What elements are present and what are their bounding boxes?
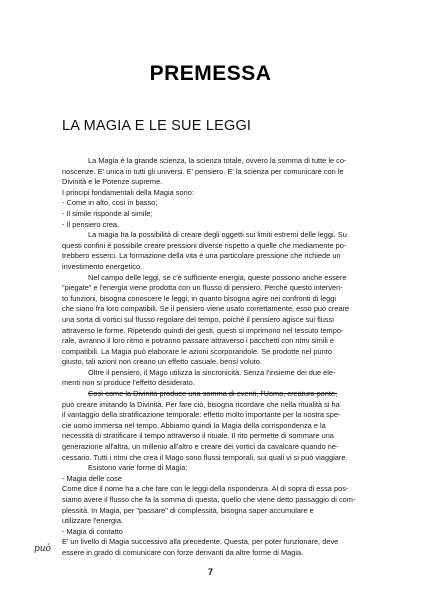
text-line: - Il simile risponde al simile;	[62, 208, 153, 218]
text-line: essere in grado di comunicare con forze derivanti da altre forme di Magia.	[62, 547, 304, 557]
text-line: La Magia è la grande scienza, la scienza totale, ovvero la somma di tutte le co-	[88, 156, 347, 165]
text-line: cessario. Tutti i ritmi che crea il Mago sono flussi temporali, sui quali vi si può viaggiare.	[62, 452, 348, 462]
text-line: to funzioni, bisogna conoscere le leggi, in quanto bisogna agire nei confronti di leggi	[62, 293, 337, 303]
text-line: noscenze. E' unica in tutti gli universi. E' pensiero. E' la scienza per comunicare con le	[62, 166, 344, 176]
text-line: il vantaggio della stratificazione temporale: effetto molto importante per la nostra spe-	[62, 410, 341, 420]
text-line: - Magia delle cose	[62, 473, 122, 483]
text-line: Come dice il nome ha a che fare con le leggi della rispondenza. Al di sopra di essa pos-	[62, 484, 349, 494]
text-line: una sorta di vortici sul flusso regolare del tempo, poiché il pensiero agisce sui flussi	[62, 314, 334, 324]
text-line: - Come in alto, così in basso;	[62, 198, 158, 208]
text-line: Divinità e le Potenze supreme.	[62, 177, 163, 187]
text-line: che siano fra loro compatibili. Se il pensiero viene usato correttamente, esso può creare	[62, 304, 350, 314]
text-line: generazione all'altra, un millenio all'altro e creare dei vortici da cavalcare quando ne-	[62, 442, 339, 452]
text-line: plessità. In Magia, per "passare" di complessità, bisogna saper accumulare e	[62, 505, 314, 515]
text-line: può creare imitando la Divinità. Per fare ciò, bisogna ricordare che nella ritualità si ha	[62, 399, 340, 409]
text-line: cie uomo immersa nel tempo. Abbiamo quindi la Magia della corrispondenza e la	[62, 420, 326, 430]
text-line: compatibili. La Magia può elaborare le azioni scorporandole. Se prodotte nel punto	[62, 346, 332, 356]
handwritten-margin-note: può	[34, 544, 51, 554]
text-line: Esistono varie forme di Magia:	[88, 463, 188, 473]
text-line: "piegate" e l'energia viene prodotta con un flusso di pensiero. Perché questo interven-	[62, 283, 343, 293]
text-line: siamo avere il flusso che fa la somma di questa, quello che viene detto passaggio di com-	[62, 495, 356, 504]
section-title: LA MAGIA E LE SUE LEGGI	[62, 118, 252, 134]
page-number: 7	[207, 567, 213, 577]
text-line: Nel campo delle leggi, se c'è sufficiente energia, queste possono anche essere	[88, 272, 347, 282]
text-line: questi confini è possibile creare pressioni diverse rispetto a quelle che mediamente po-	[62, 240, 347, 250]
text-line: La magia ha la possibilità di creare degli oggetti sui limiti estremi delle leggi. Su	[88, 230, 347, 240]
text-line: Così come la Divinità produce una somma di eventi, l'Uomo, creatura ponte,	[88, 389, 338, 399]
text-line: - Magia di contatto	[62, 526, 123, 536]
text-line: investimento energetico.	[62, 261, 143, 271]
body-text	[62, 156, 362, 559]
text-line: rale, avranno il loro ritmo e potranno passare attraverso i pacchetti con ritmi simili e	[62, 336, 334, 346]
text-line: I principi fondamentali della Magia sono:	[62, 187, 194, 197]
page-heading: PREMESSA	[149, 62, 272, 85]
text-line: - Il pensiero crea.	[62, 219, 120, 229]
text-line: utilizzare l'energia.	[62, 516, 123, 526]
text-line: menti non si produce l'effetto desiderato.	[62, 378, 195, 388]
text-line: trebbero esserci. La formazione della vita è una particolare pressione che richiede un	[62, 251, 341, 261]
text-line: E' un livello di Magia successivo alla precedente. Questa, per poter funzionare, deve	[62, 537, 339, 547]
text-line: attraverso le forme. Ripetendo quindi dei gesti, questi si imprimono nel tessuto tempo-	[62, 325, 344, 335]
text-line: Oltre il pensiero, il Mago utilizza la sincronicità. Senza l'insieme dei due ele-	[88, 367, 336, 377]
text-line: necessità di stratificare il tempo attraverso il rituale. Il rito permette di sommare una	[62, 431, 334, 441]
text-line: giusto, tali azioni non creano un effetto casuale, bensì voluto.	[62, 357, 262, 367]
